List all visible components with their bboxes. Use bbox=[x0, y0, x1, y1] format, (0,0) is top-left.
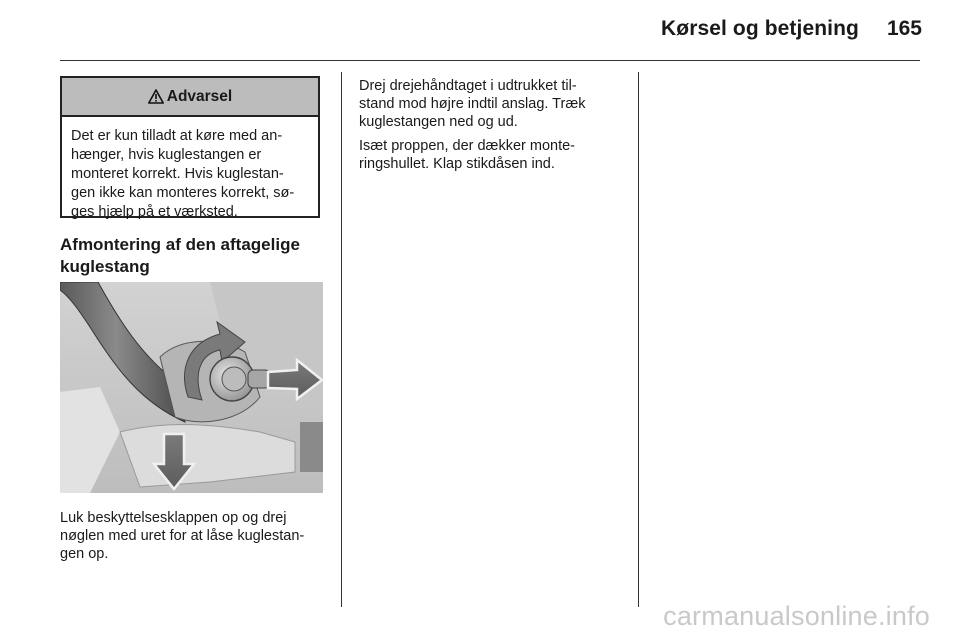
warning-line: monteret korrekt. Hvis kuglestan- bbox=[71, 166, 284, 182]
tow-bar-illustration bbox=[60, 282, 323, 493]
paragraph-line: ringshullet. Klap stikdåsen ind. bbox=[359, 156, 555, 172]
warning-header bbox=[62, 78, 318, 117]
column-divider-1 bbox=[341, 72, 342, 607]
paragraph-line: kuglestangen ned og ud. bbox=[359, 114, 518, 130]
tow-bar-drawing bbox=[60, 282, 323, 493]
warning-title: Advarsel bbox=[166, 87, 233, 105]
caption-line: nøglen med uret for at låse kuglestan- bbox=[60, 528, 305, 544]
warning-triangle-icon bbox=[148, 89, 164, 104]
header-divider bbox=[60, 60, 920, 61]
paragraph-2 bbox=[359, 137, 624, 173]
section-heading bbox=[60, 234, 330, 278]
warning-text bbox=[62, 117, 318, 222]
watermark: carmanualsonline.info bbox=[663, 601, 930, 631]
page-number: 165 bbox=[886, 17, 922, 40]
warning-line: Det er kun tilladt at køre med an- bbox=[71, 128, 283, 144]
section-title: Kørsel og betjening bbox=[661, 17, 859, 40]
warning-line: hænger, hvis kuglestangen er bbox=[71, 147, 262, 163]
paragraph-line: stand mod højre indtil anslag. Træk bbox=[359, 96, 586, 112]
caption-line: gen op. bbox=[60, 546, 109, 562]
heading-line: Afmontering af den aftagelige bbox=[60, 235, 300, 254]
column-divider-2 bbox=[638, 72, 639, 607]
heading-line: kuglestang bbox=[60, 257, 150, 276]
paragraph-1 bbox=[359, 77, 624, 131]
page-header bbox=[661, 17, 922, 49]
warning-box bbox=[60, 76, 320, 218]
caption-line: Luk beskyttelsesklappen op og drej bbox=[60, 510, 287, 526]
warning-line: ges hjælp på et værksted. bbox=[71, 204, 238, 220]
figure-caption bbox=[60, 509, 330, 563]
paragraph-line: Drej drejehåndtaget i udtrukket til- bbox=[359, 78, 577, 94]
paragraph-line: Isæt proppen, der dækker monte- bbox=[359, 138, 575, 154]
warning-line: gen ikke kan monteres korrekt, sø- bbox=[71, 185, 295, 201]
column-2-text bbox=[359, 77, 624, 179]
